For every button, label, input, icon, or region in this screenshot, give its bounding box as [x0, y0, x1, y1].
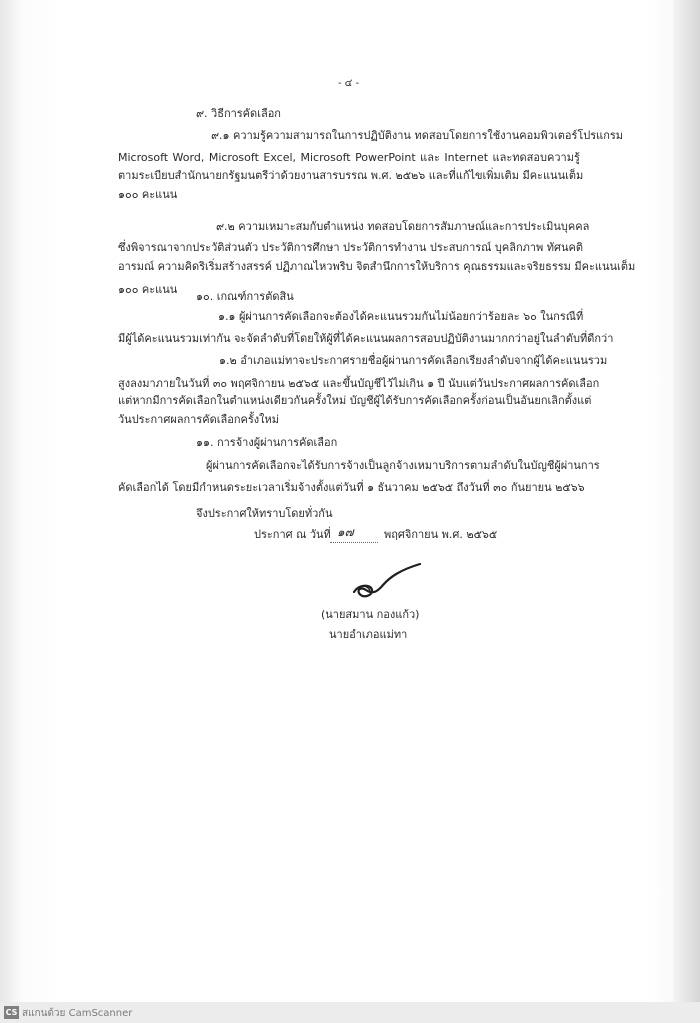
signer-title: นายอำเภอแม่ทา [329, 628, 408, 641]
announcement-date-day: ๑๗ [337, 525, 354, 539]
section-9-2-line-1: ๙.๒ ความเหมาะสมกับตำแหน่ง ทดสอบโดยการสัมภาษณ์และการประเมินบุคคล [216, 220, 590, 233]
section-10-2-line-4: วันประกาศผลการคัดเลือกครั้งใหม่ [118, 413, 280, 426]
section-9-2-line-3: อารมณ์ ความคิดริเริ่มสร้างสรรค์ ปฏิภาณไหวพริบ จิตสำนึกการให้บริการ คุณธรรมและจริยธรรม มีคะแนนเต็ม [118, 260, 636, 273]
section-10-1-line-1: ๑.๑ ผู้ผ่านการคัดเลือกจะต้องได้คะแนนรวมกันไม่น้อยกว่าร้อยละ ๖๐ ในกรณีที่ [218, 310, 584, 323]
announcement-date-prefix: ประกาศ ณ วันที่ [254, 528, 331, 541]
section-10-2-line-1: ๑.๒ อำเภอแม่ทาจะประกาศรายชื่อผู้ผ่านการคัดเลือกเรียงลำดับจากผู้ได้คะแนนรวม [219, 354, 608, 367]
page-number: - ๔ - [338, 78, 360, 89]
section-9-2-line-4: ๑๐๐ คะแนน [118, 283, 178, 296]
section-9-1-line-3: ตามระเบียบสำนักนายกรัฐมนตรีว่าด้วยงานสารบรรณ พ.ศ. ๒๕๒๖ และที่แก้ไขเพิ่มเติม มีคะแนนเต็ม [118, 169, 584, 182]
scanner-footer [0, 1002, 700, 1023]
handwritten-signature [334, 560, 430, 610]
section-10-2-line-2: สูงลงมาภายในวันที่ ๓๐ พฤศจิกายน ๒๕๖๕ และขึ้นบัญชีไว้ไม่เกิน ๑ ปี นับแต่วันประกาศผลการคัดเลือก [118, 377, 600, 390]
announcement-date-suffix: พฤศจิกายน พ.ศ. ๒๕๖๕ [384, 528, 498, 541]
section-11-line-1: ผู้ผ่านการคัดเลือกจะได้รับการจ้างเป็นลูกจ้างเหมาบริการตามลำดับในบัญชีผู้ผ่านการ [206, 459, 600, 472]
section-9-1-line-4: ๑๐๐ คะแนน [118, 188, 178, 201]
camscanner-logo: CS [5, 1008, 18, 1017]
date-dotted-line [330, 542, 378, 543]
announcement-line: จึงประกาศให้ทราบโดยทั่วกัน [196, 507, 333, 520]
section-10-1-line-2: มีผู้ได้คะแนนรวมเท่ากัน จะจัดลำดับที่โดยให้ผู้ที่ได้คะแนนผลการสอบปฏิบัติงานมากกว่าอยู่ในลำดับที่ดีกว่า [118, 332, 614, 345]
camscanner-watermark-text: สแกนด้วย CamScanner [22, 1008, 133, 1019]
section-9-1-line-1: ๙.๑ ความรู้ความสามารถในการปฏิบัติงาน ทดสอบโดยการใช้งานคอมพิวเตอร์โปรแกรม [211, 129, 624, 142]
section-10-2-line-3: แต่หากมีการคัดเลือกในตำแหน่งเดียวกันครั้งใหม่ บัญชีผู้ได้รับการคัดเลือกครั้งก่อนเป็นอันยกเลิกตั้งแต่ [118, 394, 592, 407]
section-11-heading: ๑๑. การจ้างผู้ผ่านการคัดเลือก [196, 436, 338, 449]
section-10-heading: ๑๐. เกณฑ์การตัดสิน [196, 290, 294, 303]
section-9-2-line-2: ซึ่งพิจารณาจากประวัติส่วนตัว ประวัติการศึกษา ประวัติการทำงาน ประสบการณ์ บุคลิกภาพ ทัศนคติ [118, 241, 584, 254]
section-9-heading: ๙. วิธีการคัดเลือก [196, 107, 281, 120]
section-11-line-2: คัดเลือกได้ โดยมีกำหนดระยะเวลาเริ่มจ้างตั้งแต่วันที่ ๑ ธันวาคม ๒๕๖๕ ถึงวันที่ ๓๐ กันยายน ๒๕๖๖ [118, 481, 585, 494]
signer-name: (นายสมาน กองแก้ว) [321, 608, 420, 621]
section-9-1-line-2: Microsoft Word, Microsoft Excel, Microsoft PowerPoint และ Internet และทดสอบความรู้ [118, 151, 580, 164]
